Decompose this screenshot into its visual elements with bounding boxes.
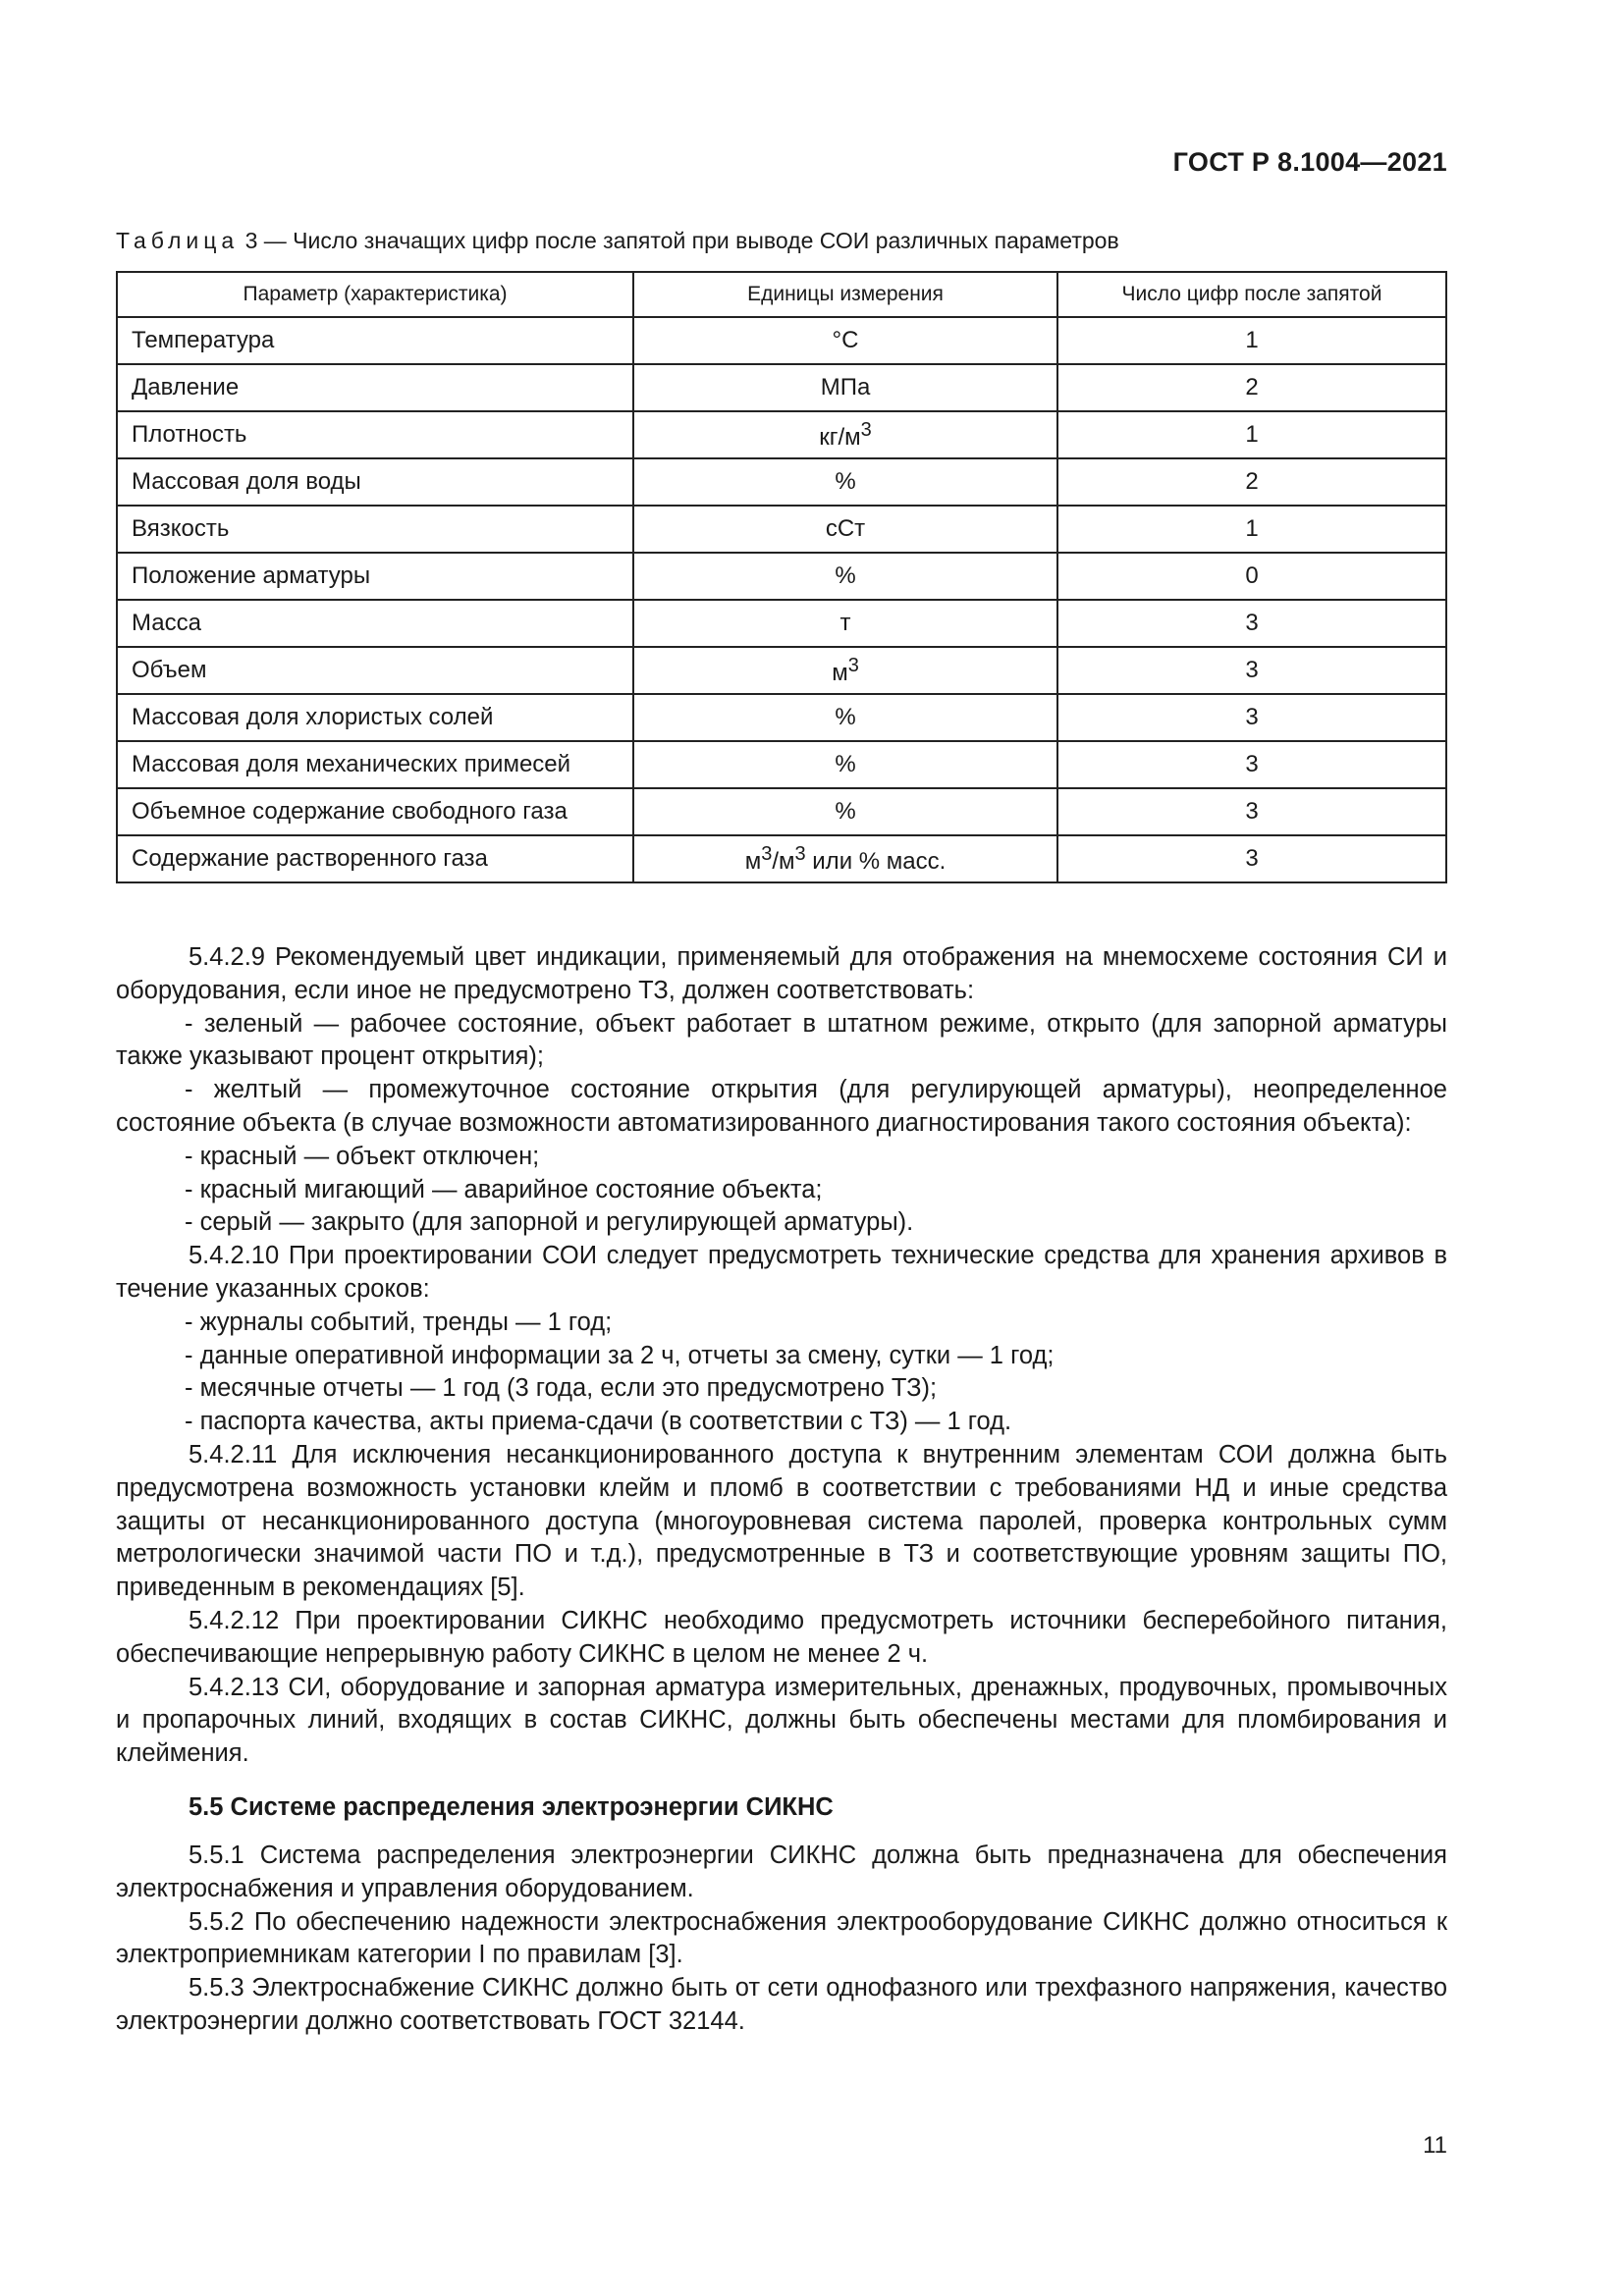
unit-superscript: 3: [847, 654, 859, 676]
table-caption: [116, 228, 1119, 254]
unit-text: кг/м: [819, 423, 861, 451]
unit-superscript: 3: [761, 842, 773, 865]
cell-parameter: Температура: [117, 317, 633, 364]
list-item: - красный мигающий — аварийное состояние объекта;: [185, 1175, 823, 1203]
unit-text: /м: [772, 847, 795, 875]
paragraph-5-4-2-9: 5.4.2.9 Рекомендуемый цвет индикации, применяемый для отображения на мнемосхеме состояния СИ и оборудования, если иное не предусмотрено ТЗ, должен соответствовать:: [116, 943, 1447, 1004]
paragraph-5-4-2-12: 5.4.2.12 При проектировании СИКНС необходимо предусмотреть источники бесперебойного питания, обеспечивающие непрерывную работу СИКНС в целом не менее 2 ч.: [116, 1606, 1447, 1668]
unit-text: или % масс.: [805, 847, 947, 875]
column-header-units: Единицы измерения: [633, 272, 1057, 317]
unit-superscript: 3: [860, 418, 872, 441]
table-header-row: [117, 272, 1446, 317]
body-text: [116, 941, 1447, 2039]
paragraph-5-4-2-11: 5.4.2.11 Для исключения несанкционированного доступа к внутренним элементам СОИ должна быть предусмотрена возможность установки клейм и пломб в соответствии с требованиями НД и иные средства защиты от несанкционированного доступа (многоуровневая система паролей, проверка контрольных сумм метрологически значимой части ПО и т.д.), предусмотренные в ТЗ и соответствующие уровням защиты ПО, приведенным в рекомендациях [5].: [116, 1440, 1447, 1602]
cell-digits: 3: [1057, 741, 1446, 788]
cell-digits: 1: [1057, 506, 1446, 553]
cell-parameter: Объемное содержание свободного газа: [117, 788, 633, 835]
table-row: [117, 458, 1446, 506]
list-item: - месячные отчеты — 1 год (3 года, если это предусмотрено ТЗ);: [185, 1374, 938, 1403]
table-row: [117, 600, 1446, 647]
cell-digits: 3: [1057, 788, 1446, 835]
page-number: 11: [1423, 2132, 1447, 2159]
cell-unit: [633, 411, 1057, 458]
list-item: - серый — закрыто (для запорной и регулирующей арматуры).: [185, 1208, 914, 1237]
cell-digits: 3: [1057, 835, 1446, 882]
cell-digits: 1: [1057, 317, 1446, 364]
cell-unit: %: [633, 788, 1057, 835]
cell-unit: [633, 647, 1057, 694]
unit-superscript: 3: [794, 842, 806, 865]
cell-parameter: Положение арматуры: [117, 553, 633, 600]
section-5-5-heading: 5.5 Системе распределения электроэнергии СИКНС: [189, 1792, 834, 1821]
cell-unit: °С: [633, 317, 1057, 364]
parameters-table: [116, 271, 1447, 883]
cell-unit: [633, 835, 1057, 882]
cell-parameter: Массовая доля механических примесей: [117, 741, 633, 788]
table-row: [117, 411, 1446, 458]
paragraph-5-4-2-10: 5.4.2.10 При проектировании СОИ следует предусмотреть технические средства для хранения архивов в течение указанных сроков:: [116, 1242, 1447, 1303]
table-row: [117, 694, 1446, 741]
cell-unit: %: [633, 458, 1057, 506]
table-caption-word: Таблица: [116, 228, 240, 253]
cell-parameter: Массовая доля хлористых солей: [117, 694, 633, 741]
cell-parameter: Масса: [117, 600, 633, 647]
table-caption-text: 3 — Число значащих цифр после запятой при выводе СОИ различных параметров: [244, 228, 1119, 253]
cell-parameter: Массовая доля воды: [117, 458, 633, 506]
cell-digits: 1: [1057, 411, 1446, 458]
table-row: [117, 835, 1446, 882]
unit-text: м: [744, 847, 762, 875]
document-header: ГОСТ Р 8.1004—2021: [1172, 147, 1447, 177]
list-item: - данные оперативной информации за 2 ч, отчеты за смену, сутки — 1 год;: [185, 1341, 1055, 1369]
cell-digits: 2: [1057, 364, 1446, 411]
cell-unit: %: [633, 694, 1057, 741]
cell-parameter: Плотность: [117, 411, 633, 458]
list-item: - желтый — промежуточное состояние открытия (для регулирующей арматуры), неопределенное состояние объекта (в случае возможности автоматизированного диагностирования такого состояния объекта):: [116, 1076, 1447, 1137]
cell-parameter: Вязкость: [117, 506, 633, 553]
list-item: - зеленый — рабочее состояние, объект работает в штатном режиме, открыто (для запорной арматуры также указывают процент открытия);: [116, 1009, 1447, 1071]
cell-digits: 3: [1057, 600, 1446, 647]
cell-digits: 3: [1057, 647, 1446, 694]
cell-parameter: Содержание растворенного газа: [117, 835, 633, 882]
cell-digits: 0: [1057, 553, 1446, 600]
list-item: - паспорта качества, акты приема-сдачи (в соответствии с ТЗ) — 1 год.: [185, 1408, 1012, 1436]
cell-parameter: Давление: [117, 364, 633, 411]
cell-unit: сСт: [633, 506, 1057, 553]
unit-text: м: [832, 659, 848, 686]
cell-unit: т: [633, 600, 1057, 647]
paragraph-5-5-2: 5.5.2 По обеспечению надежности электроснабжения электрооборудование СИКНС должно относиться к электроприемникам категории I по правилам [3].: [116, 1907, 1447, 1969]
cell-unit: %: [633, 553, 1057, 600]
cell-digits: 3: [1057, 694, 1446, 741]
table-row: [117, 317, 1446, 364]
table-row: [117, 553, 1446, 600]
column-header-parameter: Параметр (характеристика): [117, 272, 633, 317]
table-row: [117, 647, 1446, 694]
table-row: [117, 364, 1446, 411]
paragraph-5-5-3: 5.5.3 Электроснабжение СИКНС должно быть от сети однофазного или трехфазного напряжения, качество электроэнергии должно соответствовать ГОСТ 32144.: [116, 1974, 1447, 2035]
cell-unit: %: [633, 741, 1057, 788]
list-item: - красный — объект отключен;: [185, 1142, 540, 1170]
cell-digits: 2: [1057, 458, 1446, 506]
list-item: - журналы событий, тренды — 1 год;: [185, 1308, 613, 1336]
cell-parameter: Объем: [117, 647, 633, 694]
paragraph-5-5-1: 5.5.1 Система распределения электроэнергии СИКНС должна быть предназначена для обеспечения электроснабжения и управления оборудованием.: [116, 1841, 1447, 1902]
table-row: [117, 788, 1446, 835]
table-row: [117, 741, 1446, 788]
paragraph-5-4-2-13: 5.4.2.13 СИ, оборудование и запорная арматура измерительных, дренажных, продувочных, промывочных и пропарочных линий, входящих в состав СИКНС, должны быть обеспечены местами для пломбирования и клеймения.: [116, 1673, 1447, 1768]
cell-unit: МПа: [633, 364, 1057, 411]
column-header-digits: Число цифр после запятой: [1057, 272, 1446, 317]
table-row: [117, 506, 1446, 553]
